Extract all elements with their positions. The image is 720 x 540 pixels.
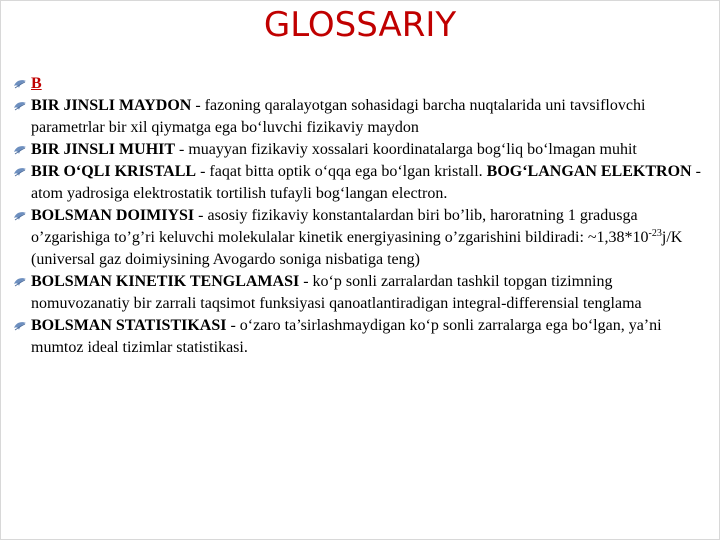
glossary-body xyxy=(13,73,711,359)
leaf-swirl-icon xyxy=(13,210,27,222)
entry-term: BOLSMAN KINETIK TENGLAMASI xyxy=(31,273,300,290)
page-title: GLOSSARIY xyxy=(263,5,457,45)
leaf-swirl-icon xyxy=(13,320,27,332)
glossary-entry xyxy=(13,205,711,271)
entry-term: BIR O‘QLI KRISTALL xyxy=(31,163,197,180)
entry-definition: - muayyan fizikaviy xossalari koordinatalarga bog‘liq bo‘lmagan muhit xyxy=(175,141,637,158)
leaf-swirl-icon xyxy=(13,166,27,178)
glossary-entry xyxy=(13,271,711,315)
entry-definition: - fazoning qaralayotgan sohasidagi barcha nuqtalarida uni tavsiflovchi parametrlar bir xil qiymatga ega bo‘luvchi fizikaviy maydon xyxy=(31,97,646,136)
entry-term: BOLSMAN DOIMIYSI xyxy=(31,207,195,224)
leaf-swirl-icon xyxy=(13,144,27,156)
entry-definition: - asosiy fizikaviy konstantalardan biri bo’lib, haroratning 1 gradusga o’zgarishiga to’g’ri keluvchi molekulalar kinetik energiyasining o’zgarishini bildiradi: ~1,38*10 xyxy=(31,207,649,246)
letter-heading: B xyxy=(31,75,42,92)
entry-term: BIR JINSLI MAYDON xyxy=(31,97,192,114)
exponent: -23 xyxy=(648,228,662,239)
glossary-entry xyxy=(13,95,711,139)
entry-term: BOLSMAN STATISTIKASI xyxy=(31,317,227,334)
entry-definition-secondary: - atom yadrosiga elektrostatik tortilish tufayli bog‘langan electron. xyxy=(31,163,701,202)
entry-definition: - faqat bitta optik o‘qqa ega bo‘lgan kristall. xyxy=(196,163,487,180)
leaf-swirl-icon xyxy=(13,276,27,288)
entry-term-secondary: BOG‘LANGAN ELEKTRON xyxy=(486,163,692,180)
glossary-entry xyxy=(13,139,711,161)
glossary-entry xyxy=(13,161,711,205)
entry-definition: - ko‘p sonli zarralardan tashkil topgan tizimning nomuvozanatiy bir zarrali taqsimot funksiyasi qanoatlantiradigan integral-differensial tenglama xyxy=(31,273,642,312)
letter-heading-item xyxy=(13,73,711,95)
entry-term: BIR JINSLI MUHIT xyxy=(31,141,176,158)
entry-definition: - o‘zaro ta’sirlashmaydigan ko‘p sonli zarralarga ega bo‘lgan, ya’ni mumtoz ideal tizimlar statistikasi. xyxy=(31,317,662,356)
leaf-swirl-icon xyxy=(13,100,27,112)
entry-definition-tail: j/K (universal gaz doimiysining Avogardo soniga nisbatiga teng) xyxy=(31,229,683,268)
leaf-swirl-icon xyxy=(13,78,27,90)
glossary-entry xyxy=(13,315,711,359)
